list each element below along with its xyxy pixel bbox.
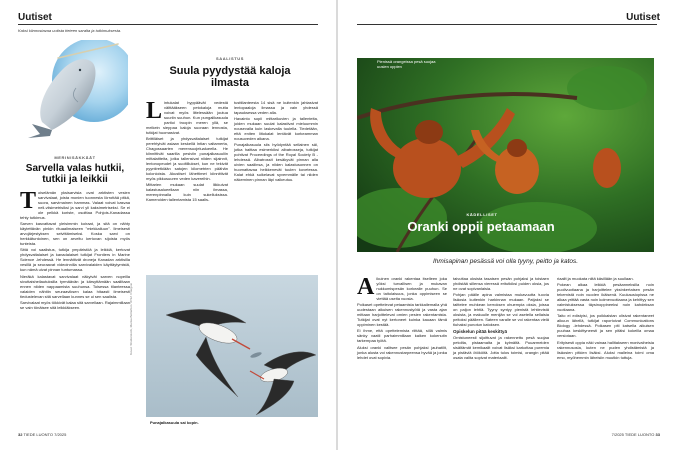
stork-caption: Punajalkasuula sai kopin. (150, 420, 199, 425)
whale-paragraph: Nieräkä kalastavat sarvivalaat näkyivät sarven nopeilla sivuttaisheilautuksilla tyrmäävän ja kärsyttämään saaliitaan ennen niiden nappaamista suuhunsa. Toisessa tilanteessa valaiden nähtiin seuraaviksen kalaa hitaasti ilmeisesti tiedustelevan sitä sarvellaan kunnes se ui sen saalista. (20, 273, 130, 299)
orangutan-paragraph: riaalit ja muokata niitä käsillään ja suullaan. (557, 276, 634, 281)
orangutan-paragraph: ikuinen oranki rakentaa itselleen joka yöksi turvallisen ja mukavan nukkumispesän korkealle puuhun. Se on taitolaisuus, jonka oppimiseen se viettää useita vuosia. (376, 276, 447, 301)
stork-paragraph: intukalat hyppäävät vedestä välttääkseen petokaloja mutta voivat myös liitelessään joutua suuriin suuhun. Kun pungalikasuula partioi troopin meren yllä, se melkein sieppaa kaloja suoraan lennosta, tutkijat huomasivat. (146, 100, 228, 135)
orangutan-dropcap: A (357, 274, 375, 300)
orangutan-column-3 (557, 276, 654, 426)
orangutan-headline: Oranki oppii petaamaan (407, 219, 555, 234)
right-page (337, 0, 674, 450)
whale-paragraph: Sarvivalaat myös tökkivät kalaa sitä sarvellaan. Rajaimmillaan se vain tönäisee sitä leikkiäkseen. (20, 299, 130, 310)
header-rule (357, 24, 657, 25)
orangutan-paragraph: Ei ihme, että opettelemista riittää, sillä valmis sänky vaatii parhaimmillaan kaiken kokenutin tarkempaa työtä. (357, 328, 447, 344)
magazine-brand: TIEDE LUONTO (624, 432, 655, 437)
issue-number: 7/2025 (611, 432, 624, 437)
orangutan-branch-hand (593, 148, 621, 188)
page-number: 33 (655, 432, 660, 437)
whale-dropcap: T (20, 188, 37, 214)
stork-paragraph: tusttilanteesta 14 sisä ne kuitenkin jahtasivat lentopaaloja ilmassa ja vain yhdessä tapauksessa veden alla. (234, 100, 318, 115)
whale-article (20, 190, 130, 428)
stork-paragraph: Brittiläiset ja yhdysvaltalaiset tutkijat perehtyivät asiaan keskellä Intian valtamerta, Chagossaarten merensuojelualueella. He kiinnittivät saarilla pesiviin punajalkasuuliin mittalaitteita, jotka tallensivat niiden sijainnit, lentonopeudet ja suoltillukset, kun ne tekivät pyyntiretkiään satojen kilometrien päähän kolonioista. Akustiset lähettimet kiinnittivät myös pikkusuuren veden kavereihin. (146, 136, 228, 182)
magazine-brand: TIEDE LUONTO (23, 432, 53, 437)
page-number: 32 (18, 432, 23, 437)
whale-paragraph: Sarven kasvattavat yleisimmin koiraat, ja sitä on nähty käytettävän pinkin rituaalimaiseen "miekkailuun". Ilmeisesti arvojärjestyksen selvittämiseksi. Koska sarvi on herkkätuntoinen, sen on arveltu kertovan sijoista myös tunteista. (20, 221, 130, 247)
whale-paragraph: oiselämän yksisarvisia ovat arktisten vesien sarvivalaat, joista monien tuonnesta lörrottää pitkä, suora, sarvimainen hammas. Valaat voivat kasvaa neli-viisimetrisiksi ja sarvi yli kaksimetriseksi. Se ei ole pelkkä koriste, osoittaa Pohjois-Kanadassa tehty tutkimus. (20, 190, 130, 220)
stork-kicker: SAALISTUS (215, 56, 245, 61)
orangutan-column-1 (357, 276, 447, 426)
orangutan-paragraph: Taito ei edistyisi, jos poikkaistan olisivat rakentaneet alkuun lähellä, tutkijat raportoivat Communications Biology -lehdessä. Poikasen piti katsella aikuisen puuhaa keskittyneesti ja sen pitäisi kokeilla omaa versiotaan. (557, 313, 654, 339)
orangutan-photo-caption: Pienissä orangeissa pesä suojaa uusien oppien (377, 59, 436, 69)
stork-paragraph: Punajalkasuula siis hyödyntää sellainen säi, jotka haittaa esimerkiksi albatrosseja, tutkijat pohtivat Proceedings of the Royal Society B -lehdessä. Albatrossit kesäkyvät pinnan alla uivien saaliinsa, ja niiden kalastusonnen on huomattavaa heikkenevät tuulen kovetessa. Kalat ehkä suikelavat syvemmälle tai niiden näkeminen pinnan läpi vaikeutuu. (234, 142, 318, 183)
section-title: Uutiset (626, 12, 660, 23)
orangutan-subheading: Opiskelun pitää keskittyä (453, 329, 508, 335)
photo-credit: Kuvat: Shutterstock, Marisa Botterbot / ICSZ / Nargosi (129, 283, 133, 355)
section-title: Uutiset (18, 12, 52, 23)
stork-headline: Suula pyydystää kaloja ilmasta (169, 65, 291, 89)
orangutan-column-2 (453, 276, 549, 426)
header-rule (18, 24, 318, 25)
orangutan-paragraph: Pokean alkaa leikkiä pesäanneksilla noin puolivuotiaana ja harjoittelee yksinkertaisen pesän tekemistä noin vuoden ikäisenä. Kuukausiopissa ne alkaa yrittää vasta noin kolmevuotiaana ja kehittyy sen valmistuksessa täysinoppineeksi noin kahdeksan vuotiaana. (557, 282, 654, 313)
whale-paragraph: Sittä voi saalistus, tutkija ympäristöä ja leikkiä, kertovat yhdysvaltalaiset ja kanadalaiset tutkijat Frontiers in Marine Science -lehdessä. He lennättivät droneja Kanadan arktisilla vesillä ja seuraavat videoinnilla sarvivalaiden käyttäytymistä, kun nämä uivat pinnan tuntumassa. (20, 247, 130, 273)
orangutan-subhead: Ihmisapinan pesässä voi olla tyyny, peitto ja katos. (432, 258, 579, 265)
right-footer (612, 432, 660, 437)
orangutan-paragraph: Poikaset opettelevat petaamista tarkkailemalla yhä uudestaan aikuisen rakennustyötä ja vasta ajan mittaan harjoittelevat omien pesien rakentamista. Tutkijat ovat nyt kertoneet kuinka kauaan tämä oppiminen kestää. (357, 302, 447, 328)
orangutan-paragraph: Aluksi oranki valitsee pesän pohjaksi jauhatilit, jonka alusta voi rakennustarpeensa hyvää ja jonka lehdet ovat sopivia. (357, 344, 447, 360)
booby-photo (146, 275, 318, 417)
orangutan-paragraph: taivuttaa oksista tasaisen pesän pohjaksi ja toistaen yhdistää sillensa vieressä eritutkiksi puiden oksia, jos ne ovat sopivanlaisia. (453, 276, 549, 291)
narwhal-illustration (22, 40, 128, 140)
section-deck: Kaksi kiinnostavaa uutista tieteen saralta ja tutkimuksesta. (18, 28, 122, 33)
stork-column-2 (234, 100, 318, 268)
whale-kicker: MERINISÄKKÄÄT (54, 155, 96, 160)
stork-dropcap: L (146, 98, 163, 124)
orangutan-paragraph: Erityisesti oppia näki vainaa hallitakseen monivaiheisia rakennusosia, kuten ne puden yhdistämistä ja lisäosien pitkien lisäksi. Aluksi malleina toimi oma emo, myöhemmin läheisiin muutkin tuttuja. (557, 339, 654, 360)
orangutan-kicker: KÄDELLISET (466, 212, 498, 217)
whale-headline: Sarvella valas hutkii, tutkii ja leikkii (25, 163, 125, 185)
stork-paragraph: Havainto sopii mittarikuvien ja tallenteita, joiden mukaan suulat kalastivat mieluummin nousevalla kuin laskevalla tuulella. Tiedetään, että eniten liitokalat lentävät korkeamman nousuveden aikana. (234, 116, 318, 142)
stork-column-1 (146, 100, 228, 268)
issue-number: 7/2025 (54, 432, 67, 437)
left-footer (18, 432, 66, 437)
orangutan-paragraph: Pohjan päälle apina valmistaa mukavuutta tuovia lisäosia kuitenkin harkinnan mukaan. Patjaksi se taittelee muhkean kerroksen ohuempia oksia, joissa on paljon lehtiä. Tyyny syntyy pienistä lehtievistä oksista, ja makuulle menijän se voi asetella sellaisia peitoksi päälleen. Sateen varalle se voi rakentaa vielä tiuhaksi punotun katoksen. (453, 292, 549, 328)
orangutan-paragraph: Ornistuneesti sijoittuvat ja rakennettu pesä suojaa petoilta, pistaamalta ja kylmältä. Puuarmeiden sisältämät kemikaalit voivat lisäksi karkottaa puremia ja pistäviä ötököitä. Jotta tulos toimisi, orangin pitää osata valita sopivat materiaalit. (453, 335, 549, 361)
stork-paragraph: Mittarien mukaan suulat liikkuivat kalastusalueellaan niin ilmassa, merenpinnalla kuin sukelluksissa. Kameroiden tallentamista 15 saalis- (146, 182, 228, 203)
spread-gutter (336, 0, 338, 450)
